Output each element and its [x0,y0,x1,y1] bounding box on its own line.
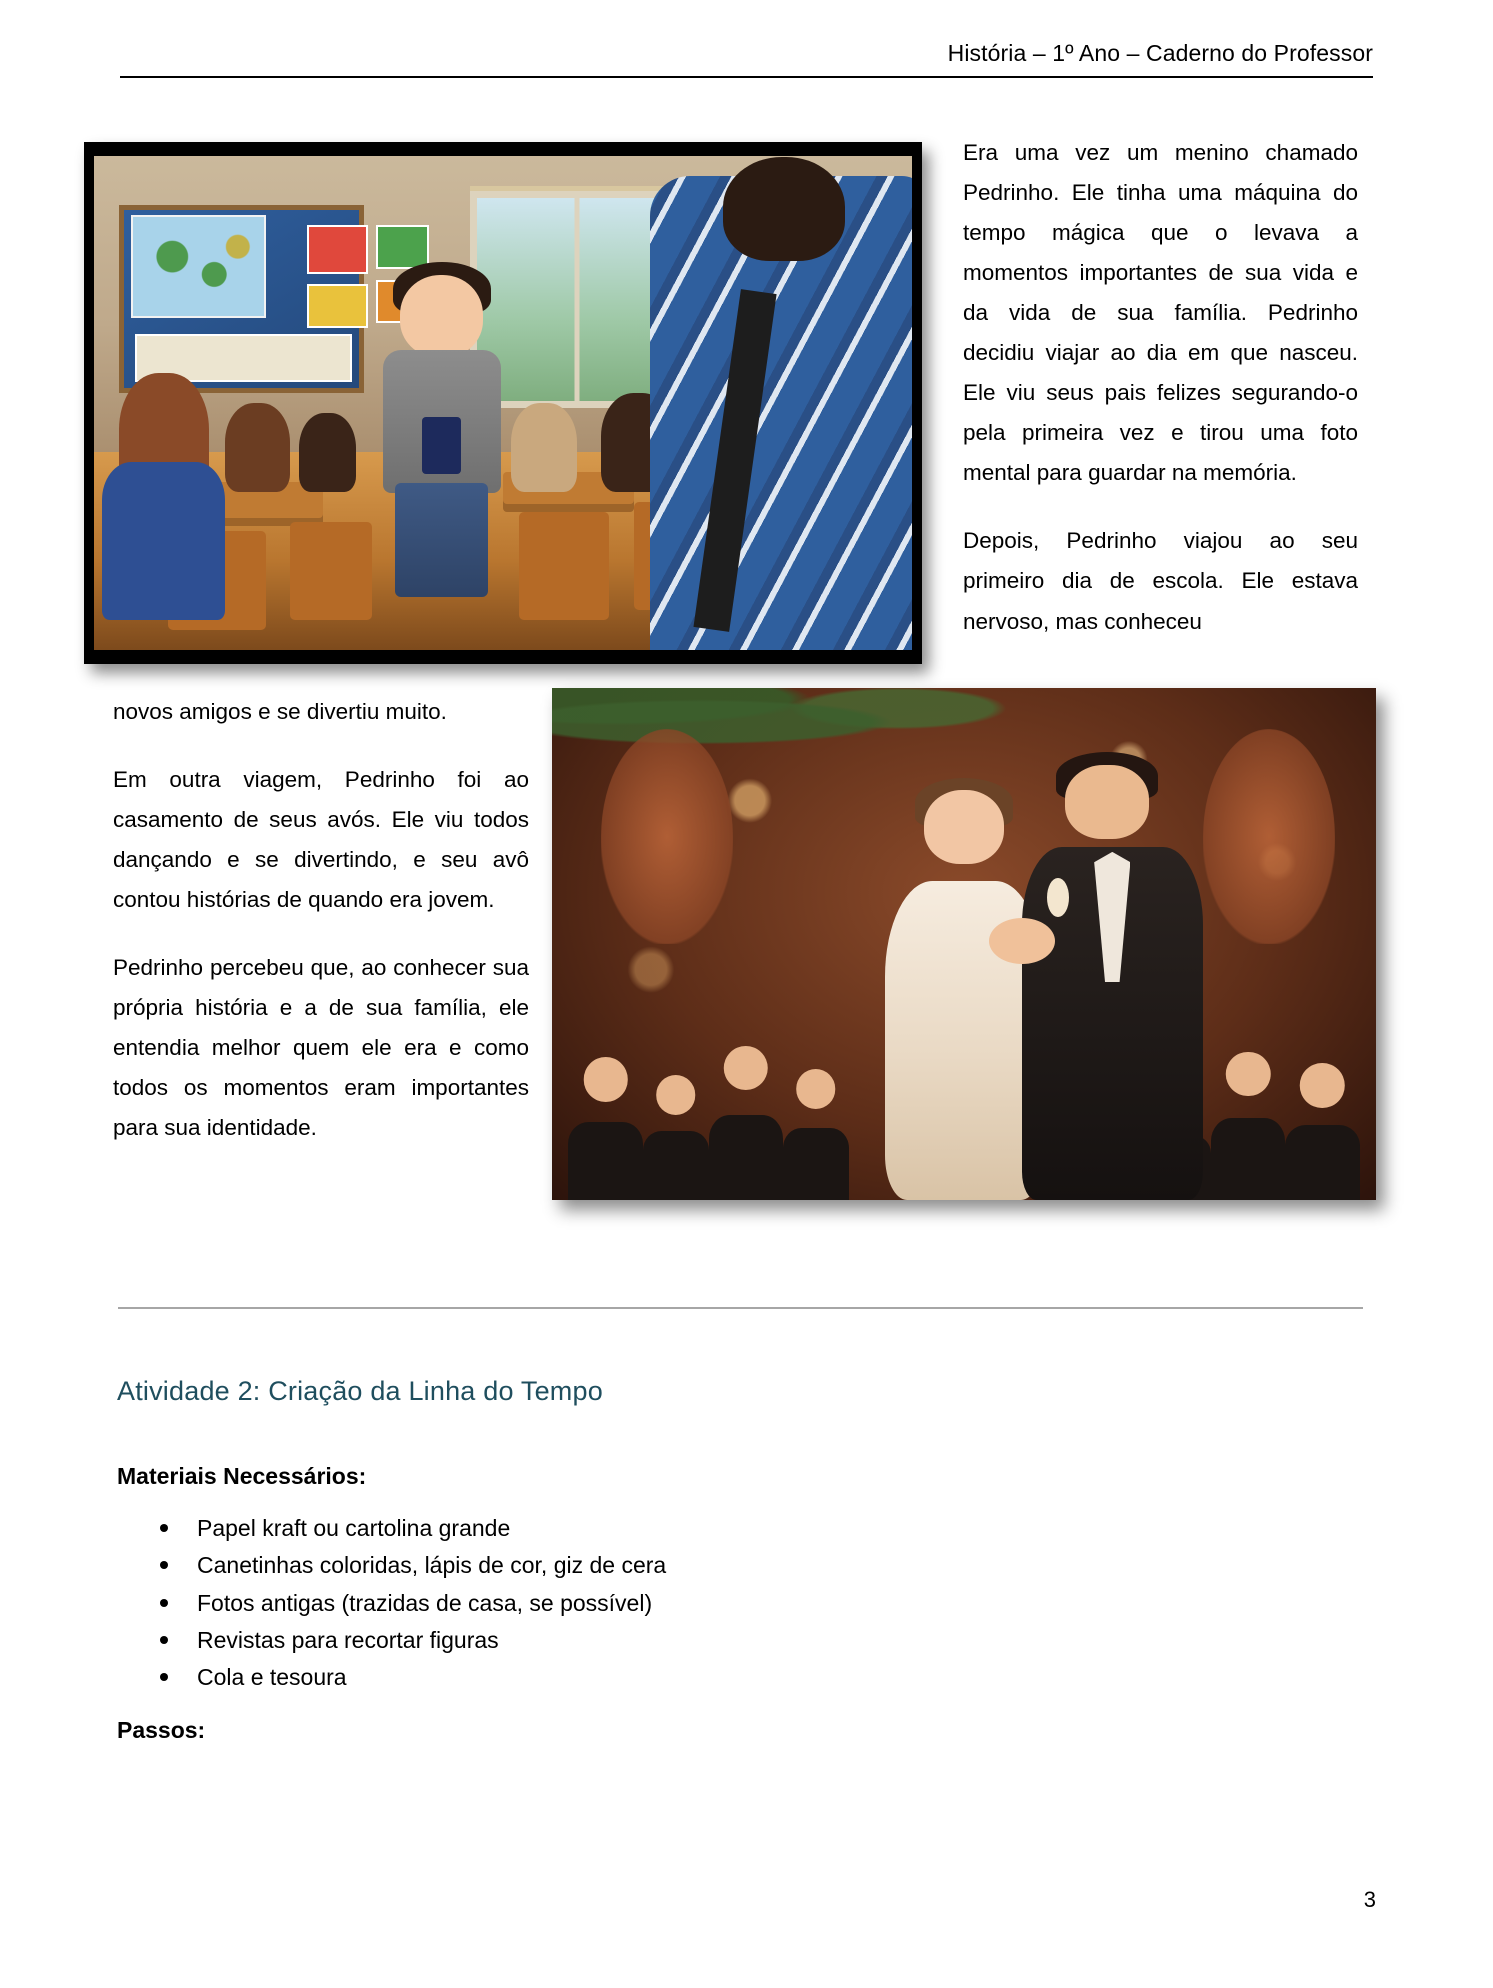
wedding-image [552,688,1376,1200]
steps-label: Passos: [117,1717,206,1743]
page-number: 3 [1363,1887,1376,1912]
list-item [117,1659,1017,1696]
list-item [117,1585,1017,1622]
list-item-label: Revistas para recortar figuras [197,1626,499,1653]
boy-hoodie-logo [422,417,461,474]
classroom-chair-3 [519,512,609,621]
story-paragraph-3: novos amigos e se divertiu muito. [113,699,447,724]
bullet-icon [160,1561,168,1569]
story-paragraph-1: Era uma vez um menino chamado Pedrinho. Ele tinha uma máquina do tempo mágica que o levava a momentos importantes de sua vida e da vida de sua família. Pedrinho decidiu viajar ao dia em que nasceu. Ele viu seus pais felizes segurando-o pela primeira vez e tirou uma foto mental para guardar na memória. [963,140,1358,486]
wedding-guest-1 [568,1057,642,1200]
classroom-student-3 [299,413,356,492]
classroom-main-boy [380,275,503,591]
classroom-poster-2 [307,284,368,328]
wedding-guest-3 [709,1046,783,1200]
classroom-student-2 [225,403,290,492]
list-item-label: Cola e tesoura [197,1664,347,1690]
bullet-icon [160,1599,168,1607]
groom-boutonniere [1047,878,1069,917]
bride-head [924,790,1003,864]
bullet-icon [160,1673,168,1681]
classroom-teacher [650,176,912,650]
wedding-groom [1022,765,1203,1200]
classroom-chair-2 [290,522,372,621]
header-divider [120,76,1373,78]
classroom-student-1-body [102,462,225,620]
teacher-head [723,157,845,261]
list-item [117,1622,1017,1659]
classroom-image [84,142,922,664]
materials-label: Materiais Necessários: [117,1463,367,1489]
story-right-column [963,133,1358,642]
classroom-image-frame [94,156,912,650]
story-paragraph-2: Depois, Pedrinho viajou ao seu primeiro dia de escola. Ele estava nervoso, mas conheceu [963,528,1358,634]
wedding-joined-hands [989,918,1055,964]
classroom-poster-3 [376,225,429,269]
list-item [117,1510,1017,1547]
list-item-label: Fotos antigas (trazidas de casa, se possível) [197,1589,653,1616]
page-header-title: História – 1º Ano – Caderno do Professor [947,40,1373,66]
classroom-poster-1 [307,225,368,273]
story-paragraph-5: Pedrinho percebeu que, ao conhecer sua própria história e a de sua família, ele entendia melhor quem ele era e como todos os momentos eram importantes para sua identidade. [113,955,529,1141]
list-item-label: Papel kraft ou cartolina grande [197,1515,511,1541]
classroom-world-map [131,215,266,318]
teacher-bag-strap [693,289,776,632]
materials-list [117,1510,1017,1696]
section-divider [118,1307,1363,1309]
wedding-guest-6 [1285,1063,1359,1200]
bullet-icon [160,1636,168,1644]
story-paragraph-4: Em outra viagem, Pedrinho foi ao casamento de seus avós. Ele viu todos dançando e se divertindo, e seu avô contou histórias de quando era jovem. [113,767,529,913]
wedding-guest-5 [1211,1052,1285,1200]
list-item-label: Canetinhas coloridas, lápis de cor, giz de cera [197,1552,667,1579]
activity-title: Atividade 2: Criação da Linha do Tempo [117,1376,603,1406]
boy-head [400,275,483,357]
story-left-column [113,692,529,1148]
classroom-student-4 [511,403,576,492]
wedding-guest-2 [643,1075,709,1200]
list-item [117,1547,1017,1584]
bullet-icon [160,1524,168,1532]
groom-head [1065,765,1148,839]
boy-jeans [395,483,488,597]
wedding-guest-4 [783,1069,849,1200]
